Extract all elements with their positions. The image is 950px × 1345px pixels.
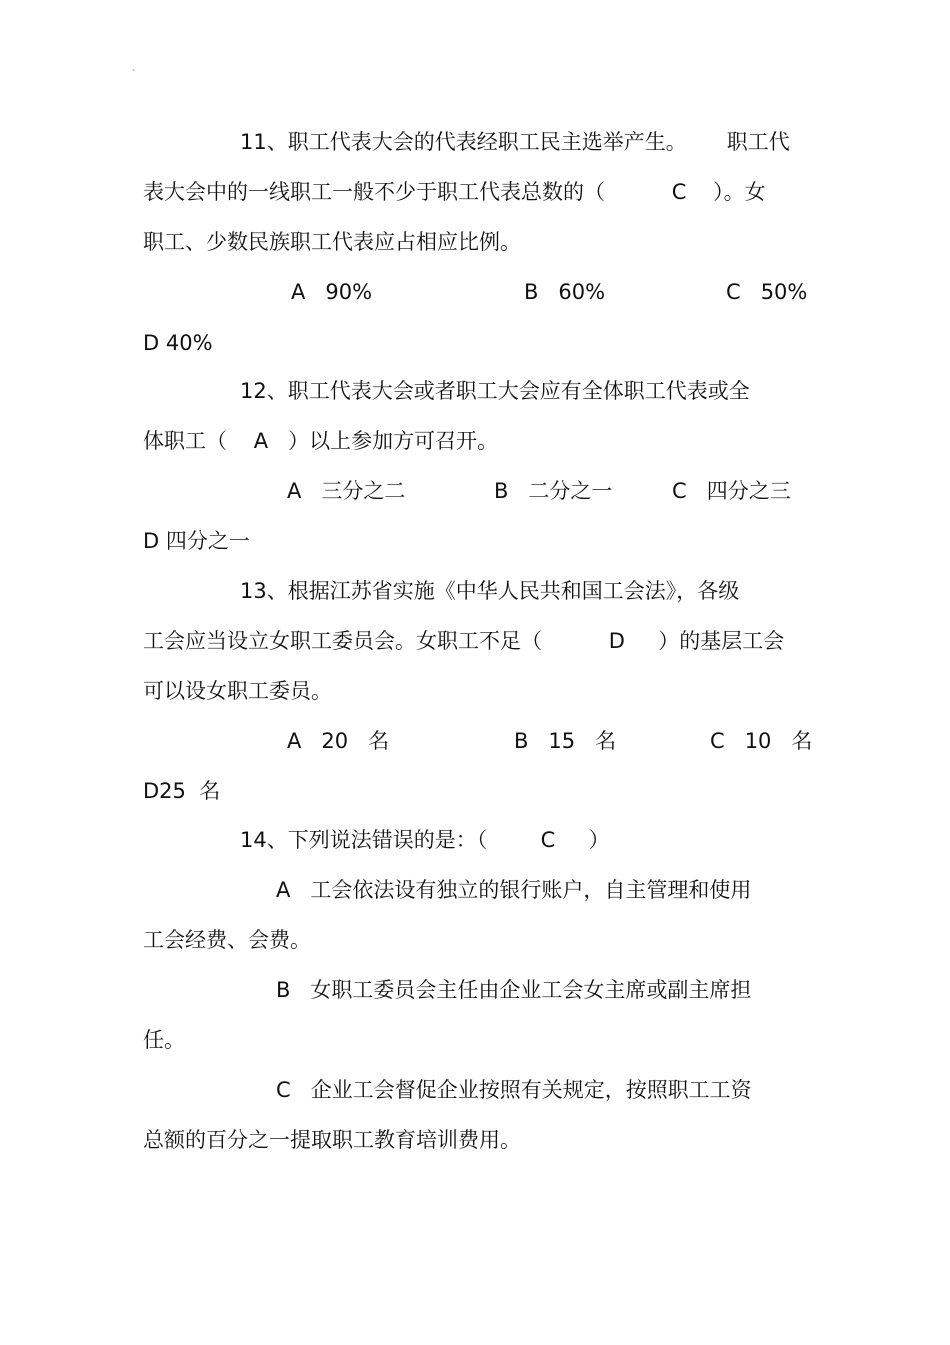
q13-option-b: B 15 名 [514, 729, 617, 753]
q11-option-a: A 90% [291, 280, 373, 304]
q12-option-a: A 三分之二 [287, 479, 406, 503]
q14-line-1: 14、下列说法错误的是：（ C ） [240, 828, 610, 852]
q13-option-a: A 20 名 [287, 729, 390, 753]
q12-option-c: C 四分之三 [672, 479, 791, 503]
q12-line-2: 体职工（ A ）以上参加方可召开。 [143, 429, 499, 453]
q14-option-b-line-2: 任。 [143, 1028, 185, 1052]
q13-line-3: 可以设女职工委员。 [143, 679, 332, 703]
q13-line-2: 工会应当设立女职工委员会。女职工不足（ D ）的基层工会 [143, 629, 785, 653]
q13-line-1: 13、根据江苏省实施《中华人民共和国工会法》，各级 [240, 579, 740, 603]
q12-option-d: D 四分之一 [143, 529, 250, 553]
q11-line-3: 职工、少数民族职工代表应占相应比例。 [143, 230, 521, 254]
q14-option-c-line-1: C 企业工会督促企业按照有关规定，按照职工工资 [276, 1078, 752, 1102]
q14-option-a-line-1: A 工会依法设有独立的银行账户，自主管理和使用 [276, 878, 752, 902]
q11-option-d: D 40% [143, 331, 213, 355]
q13-option-c: C 10 名 [710, 729, 813, 753]
page-corner-mark: 、 [132, 63, 140, 72]
q13-option-d: D25 名 [143, 779, 221, 803]
q11-line-2: 表大会中的一线职工一般不少于职工代表总数的（ C ）。女 [143, 180, 766, 204]
q14-option-c-line-2: 总额的百分之一提取职工教育培训费用。 [143, 1128, 521, 1152]
q14-option-b-line-1: B 女职工委员会主任由企业工会女主席或副主席担 [276, 978, 752, 1002]
q14-option-a-line-2: 工会经费、会费。 [143, 928, 311, 952]
q11-option-b: B 60% [524, 280, 606, 304]
q12-option-b: B 二分之一 [494, 479, 613, 503]
q11-line-1: 11、职工代表大会的代表经职工民主选举产生。 职工代 [240, 130, 790, 154]
q11-option-c: C 50% [726, 280, 808, 304]
q12-line-1: 12、职工代表大会或者职工大会应有全体职工代表或全 [240, 379, 750, 403]
